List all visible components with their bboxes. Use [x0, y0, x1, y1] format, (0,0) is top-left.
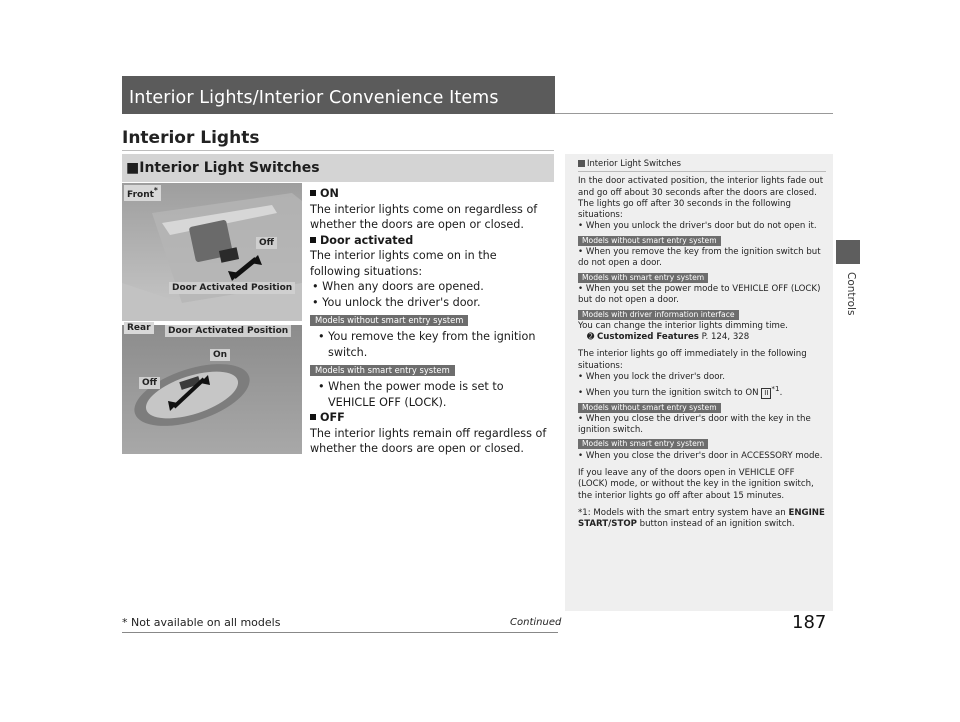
cross-reference-pages: P. 124, 328 — [701, 332, 750, 343]
list-item-text: You unlock the driver's door. — [322, 295, 481, 309]
note-item-text: When you close the driver's door with the key in the ignition switch. — [578, 413, 811, 436]
footnote: * Not available on all models — [122, 616, 281, 629]
square-bullet-icon — [310, 237, 316, 243]
on-heading-text: ON — [320, 187, 339, 200]
note-footnote-bold: ENGINE START/STOP — [578, 507, 825, 530]
off-heading-text: OFF — [320, 411, 345, 424]
page-number: 187 — [792, 612, 827, 633]
note-paragraph: In the door activated position, the interior lights fade out and go off about 30 seconds after the doors are closed. The lights go off after 30 seconds in the following situations: — [578, 176, 824, 221]
rear-label: Rear — [124, 322, 154, 334]
model-tag: Models without smart entry system — [310, 315, 468, 326]
note-item: • When you close the driver's door with the key in the ignition switch. — [578, 413, 811, 436]
subsection-title-text: Interior Light Switches — [139, 160, 320, 176]
model-tag: Models with smart entry system — [578, 439, 708, 449]
note-paragraph: If you leave any of the doors open in VEHICLE OFF (LOCK) mode, or without the key in the ignition switch, the interior lights go off after about 15 minutes. — [578, 467, 814, 501]
front-label — [124, 185, 161, 201]
section-rule — [122, 150, 554, 151]
model-tag: Models without smart entry system — [578, 403, 721, 413]
footnote-marker: *1 — [771, 384, 780, 394]
sidebar-tab-marker — [836, 240, 860, 264]
note-footnote-pre: *1: Models with the smart entry system have an — [578, 507, 786, 518]
square-bullet-icon — [310, 414, 316, 420]
door-activated-label-rear: Door Activated Position — [165, 325, 291, 337]
note-item: • When you set the power mode to VEHICLE OFF (LOCK) but do not open a door. — [578, 283, 821, 306]
cross-reference[interactable] — [578, 332, 826, 343]
illustration-svg — [122, 183, 302, 454]
note-footnote — [578, 508, 826, 531]
note-paragraph: You can change the interior lights dimming time. — [578, 320, 788, 331]
section-title: Interior Lights — [122, 128, 260, 148]
model-tag: Models with smart entry system — [310, 365, 455, 376]
door-heading — [310, 233, 550, 249]
model-tag: Models with driver information interface — [578, 310, 739, 320]
list-item: • When any doors are opened. — [312, 280, 484, 293]
off-heading — [310, 410, 550, 426]
ignition-position-key: II — [761, 388, 771, 399]
list-item: • You remove the key from the ignition switch. — [318, 330, 536, 359]
door-heading-text: Door activated — [320, 233, 414, 247]
note-footnote-post: button instead of an ignition switch. — [639, 519, 795, 530]
note-paragraph: The interior lights go off immediately in the following situations: — [578, 349, 807, 371]
list-item: • You unlock the driver's door. — [312, 295, 481, 309]
square-bullet-icon — [310, 190, 316, 196]
body-text — [310, 186, 550, 457]
note-title — [578, 158, 826, 169]
note-item: • When you unlock the driver's door but do not open it. — [578, 221, 817, 232]
door-description: The interior lights come on in the following situations: — [310, 249, 497, 278]
note-item-text: When you unlock the driver's door but do not open it. — [585, 221, 817, 232]
cross-reference-label: Customized Features — [596, 332, 699, 343]
note-content — [578, 158, 826, 530]
note-item-text: When you set the power mode to VEHICLE OFF (LOCK) but do not open a door. — [578, 283, 821, 306]
on-description: The interior lights come on regardless of whether the doors are open or closed. — [310, 202, 538, 231]
list-item: • When the power mode is set to VEHICLE OFF (LOCK). — [318, 380, 504, 409]
subsection-title: ■Interior Light Switches — [126, 160, 320, 176]
door-activated-label-front: Door Activated Position — [169, 282, 295, 294]
off-description: The interior lights remain off regardless of whether the doors are open or closed. — [310, 426, 547, 455]
note-item-text: When you close the driver's door in ACCESSORY mode. — [585, 450, 823, 461]
reference-arrow-icon: ➋ — [587, 332, 595, 343]
list-item-text: When the power mode is set to VEHICLE OFF (LOCK). — [328, 380, 504, 409]
sidebar — [836, 0, 960, 722]
off-label-rear: Off — [139, 377, 160, 389]
off-label-front: Off — [256, 237, 277, 249]
note-item-text: When you remove the key from the ignition switch but do not open a door. — [578, 247, 821, 269]
note-item-text: When you turn the ignition switch to ON — [585, 388, 759, 399]
on-label: On — [210, 349, 230, 361]
list-item-text: When any doors are opened. — [322, 280, 484, 293]
note-item-text: When you lock the driver's door. — [585, 372, 725, 383]
interior-light-illustration — [122, 183, 302, 454]
note-item: • When you close the driver's door in ACCESSORY mode. — [578, 450, 823, 461]
note-item: • When you lock the driver's door. — [578, 372, 725, 383]
note-rule — [578, 171, 826, 172]
continued-label: Continued — [510, 617, 562, 628]
note-icon — [578, 160, 585, 167]
on-heading — [310, 186, 550, 202]
front-label-text: Front — [127, 190, 154, 200]
model-tag: Models with smart entry system — [578, 273, 708, 283]
model-tag: Models without smart entry system — [578, 236, 721, 246]
note-title-text: Interior Light Switches — [587, 158, 681, 168]
list-item-text: You remove the key from the ignition switch. — [328, 330, 536, 359]
header-rule — [555, 113, 833, 114]
footer-rule — [122, 632, 558, 633]
front-label-asterisk: * — [153, 186, 158, 195]
note-item: • When you remove the key from the ignition switch but do not open a door. — [578, 247, 821, 269]
page-title: Interior Lights/Interior Convenience Items — [129, 88, 499, 108]
sidebar-label: Controls — [845, 272, 857, 316]
note-item: • When you turn the ignition switch to ON II $^{*1}$. — [578, 384, 783, 399]
